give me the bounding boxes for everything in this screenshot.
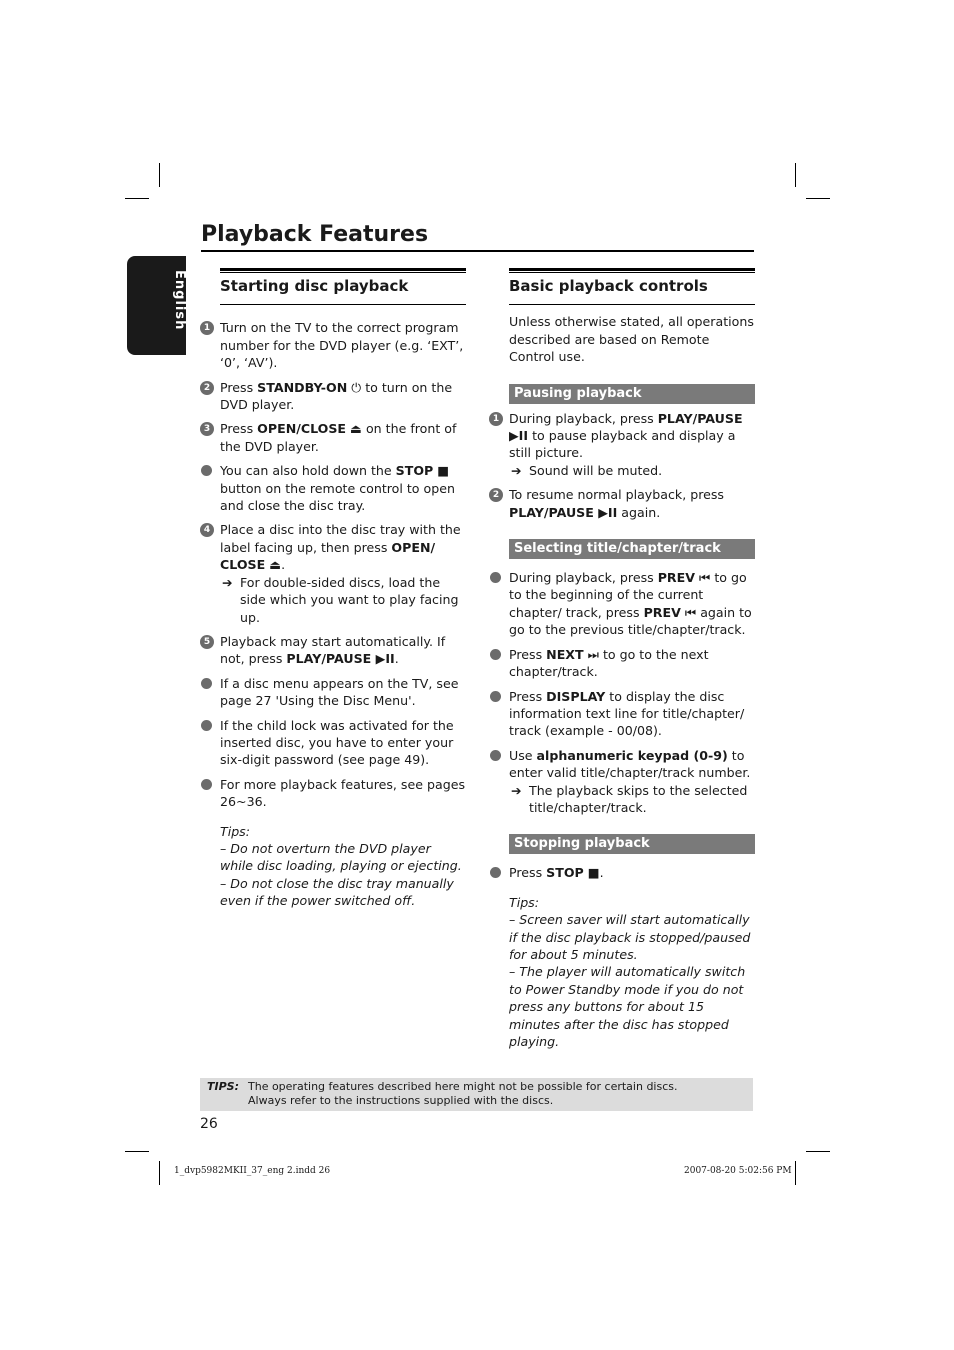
prev-icon: ⏮ (680, 604, 701, 620)
step-marker: 4 (200, 523, 214, 537)
step-1: 1 Turn on the TV to the correct program number for the DVD player (e.g. ‘EXT’, ‘0’, ‘AV’). (220, 319, 466, 371)
section-heading: Starting disc playback (220, 272, 466, 304)
section-heading-rule (509, 268, 755, 305)
bullet-item: For more playback features, see pages 26~36. (220, 776, 466, 811)
footer-tips-box (200, 1078, 753, 1111)
bullet-item: Press DISPLAY to display the disc information text line for title/chapter/ track (example - 00/08). (509, 688, 755, 740)
tips-title: Tips: (509, 894, 539, 910)
arrow-icon: ➔ (222, 574, 233, 590)
bullet-icon (490, 867, 501, 878)
intro-text: Unless otherwise stated, all operations described are based on Remote Control use. (509, 314, 754, 365)
bullet-item: During playback, press PREV ⏮ to go to the beginning of the current chapter/ track, press PREV ⏮ again to go to the previous title/chapter/track. (509, 569, 755, 639)
step-3: 3 Press OPEN/CLOSE ⏏ on the front of the DVD player. (220, 420, 466, 455)
prev-icon: ⏮ (694, 570, 715, 586)
crop-mark (125, 1151, 149, 1152)
step-marker: 1 (200, 321, 214, 335)
result-note: ➔ For double-sided discs, load the side which you want to play facing up. (222, 574, 459, 625)
tip-line: – Do not close the disc tray manually even if the power switched off. (220, 875, 454, 909)
page-number: 26 (200, 1116, 218, 1132)
step-marker: 1 (489, 412, 503, 426)
section-heading-rule (220, 268, 466, 305)
arrow-icon: ➔ (511, 782, 522, 798)
print-slug-right: 2007-08-20 5:02:56 PM (684, 1166, 792, 1176)
tips-title: Tips: (220, 823, 250, 839)
bullet-icon (490, 649, 501, 660)
crop-mark (795, 1161, 796, 1185)
bullet-icon (490, 572, 501, 583)
result-note: ➔ The playback skips to the selected title/chapter/track. (511, 782, 748, 815)
footer-tips-label: TIPS: (207, 1080, 239, 1093)
step-2: 2 Press STANDBY-ON ⏻ to turn on the DVD player. (220, 379, 466, 414)
tip-line: – Screen saver will start automatically if the disc playback is stopped/paused for about 5 minutes. (509, 912, 751, 962)
bullet-icon (201, 779, 212, 790)
next-icon: ⏭ (583, 646, 603, 662)
bullet-item: You can also hold down the STOP ■ button on the remote control to open and close the disc tray. (220, 462, 466, 514)
bullet-item: If the child lock was activated for the inserted disc, you have to enter your six-digit password (see page 49). (220, 717, 466, 769)
tip-line: – The player will automatically switch to Power Standby mode if you do not press any buttons for about 15 minutes after the disc has stopped playing. (509, 964, 746, 1049)
crop-mark (795, 163, 796, 187)
bullet-item: If a disc menu appears on the TV, see page 27 'Using the Disc Menu'. (220, 675, 466, 710)
step-marker: 2 (489, 488, 503, 502)
bullet-icon (490, 750, 501, 761)
step-4: 4 Place a disc into the disc tray with the label facing up, then press OPEN/ CLOSE ⏏. ➔ For double-sided discs, load the side which you want to play facing up. (220, 521, 466, 625)
bullet-icon (490, 691, 501, 702)
stop-icon: ■ (433, 463, 450, 479)
section-heading: Basic playback controls (509, 272, 755, 304)
bullet-icon (201, 465, 212, 476)
step-marker: 3 (200, 422, 214, 436)
bullet-item: Use alphanumeric keypad (0-9) to enter valid title/chapter/track number. ➔ The playback skips to the selected title/chapter/track. (509, 747, 755, 817)
crop-mark (159, 1161, 160, 1185)
left-column (203, 268, 466, 910)
step-1: 1 During playback, press PLAY/PAUSE ▶II to pause playback and display a still picture. ➔ Sound will be muted. (509, 410, 755, 480)
crop-mark (125, 198, 149, 199)
bullet-item: Press STOP ■. (509, 864, 755, 881)
step-5: 5 Playback may start automatically. If not, press PLAY/PAUSE ▶II. (220, 633, 466, 668)
footer-tips-text: The operating features described here might not be possible for certain discs. Always refer to the instructions supplied with the discs. (248, 1080, 678, 1107)
bullet-icon (201, 720, 212, 731)
crop-mark (806, 198, 830, 199)
language-tab-label: English (172, 270, 187, 331)
arrow-icon: ➔ (511, 462, 522, 478)
crop-mark (806, 1151, 830, 1152)
eject-icon: ⏏ (265, 557, 282, 573)
title-rule (201, 250, 754, 252)
page-title: Playback Features (201, 222, 429, 247)
subsection-heading: Selecting title/chapter/track (509, 539, 755, 559)
step-2: 2 To resume normal playback, press PLAY/PAUSE ▶II again. (509, 486, 755, 521)
result-note: ➔ Sound will be muted. (511, 462, 663, 478)
bullet-item: Press NEXT ⏭ to go to the next chapter/track. (509, 646, 755, 681)
right-column (492, 268, 755, 1050)
step-marker: 5 (200, 635, 214, 649)
tip-line: – Do not overturn the DVD player while disc loading, playing or ejecting. (220, 840, 462, 874)
power-icon: ⏻ (347, 379, 366, 395)
step-marker: 2 (200, 381, 214, 395)
eject-icon: ⏏ (346, 421, 366, 437)
crop-mark (159, 163, 160, 187)
bullet-icon (201, 678, 212, 689)
print-slug-left: 1_dvp5982MKII_37_eng 2.indd 26 (174, 1166, 331, 1176)
subsection-heading: Stopping playback (509, 834, 755, 854)
subsection-heading: Pausing playback (509, 384, 755, 404)
